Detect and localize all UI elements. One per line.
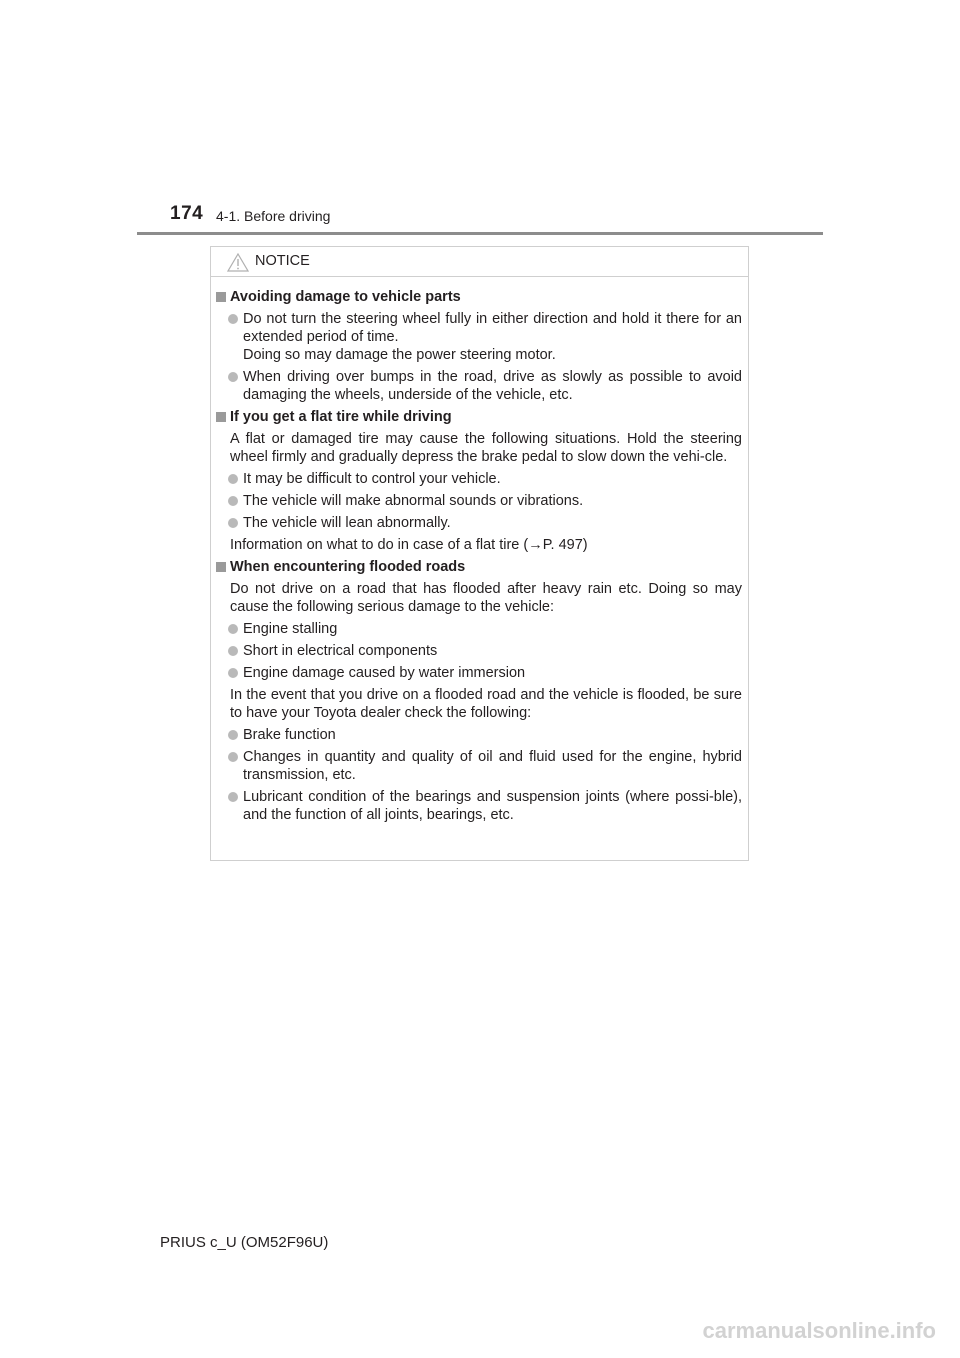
bullet-dot-icon — [228, 752, 238, 762]
warning-triangle-icon — [227, 253, 249, 272]
notice-header — [211, 247, 748, 277]
section-heading — [216, 288, 742, 306]
bullet-dot-icon — [228, 496, 238, 506]
heading-text: If you get a flat tire while driving — [230, 409, 452, 425]
bullet-dot-icon — [228, 792, 238, 802]
list-item-text: Engine stalling — [243, 621, 338, 637]
list-item-text: Engine damage caused by water immersion — [243, 665, 526, 681]
list-item — [216, 514, 742, 532]
paragraph: Information on what to do in case of a flat tire (→P. 497) — [230, 537, 588, 553]
section-heading — [216, 558, 742, 576]
list-item — [216, 726, 742, 744]
list-item — [216, 368, 742, 404]
list-item-text: Brake function — [243, 727, 336, 743]
list-item-text: Do not turn the steering wheel fully in either direction and hold it there for an extended period of time. — [243, 311, 742, 345]
list-item — [216, 310, 742, 364]
page-number: 174 — [170, 203, 204, 224]
list-item — [216, 620, 742, 638]
bullet-dot-icon — [228, 624, 238, 634]
list-item-text: The vehicle will make abnormal sounds or vibrations. — [243, 493, 584, 509]
square-bullet-icon — [216, 412, 226, 422]
paragraph: Do not drive on a road that has flooded after heavy rain etc. Doing so may cause the following serious damage to the vehicle: — [230, 581, 742, 615]
list-item — [216, 642, 742, 660]
paragraph: A flat or damaged tire may cause the following situations. Hold the steering wheel firmly and gradually depress the brake pedal to slow down the vehi-cle. — [230, 431, 742, 465]
heading-text: When encountering flooded roads — [230, 559, 466, 575]
list-item-text: Doing so may damage the power steering motor. — [243, 347, 556, 363]
heading-text: Avoiding damage to vehicle parts — [230, 289, 461, 305]
list-item-text: The vehicle will lean abnormally. — [243, 515, 451, 531]
notice-box — [210, 246, 749, 861]
list-item — [216, 788, 742, 824]
list-item — [216, 492, 742, 510]
list-item-text: Changes in quantity and quality of oil and fluid used for the engine, hybrid transmission, etc. — [243, 749, 742, 783]
section-title: 4-1. Before driving — [216, 208, 331, 224]
list-item-text: It may be difficult to control your vehicle. — [243, 471, 501, 487]
list-item-text: Lubricant condition of the bearings and suspension joints (where possi-ble), and the function of all joints, bearings, etc. — [243, 789, 742, 823]
square-bullet-icon — [216, 562, 226, 572]
bullet-dot-icon — [228, 730, 238, 740]
square-bullet-icon — [216, 292, 226, 302]
bullet-dot-icon — [228, 668, 238, 678]
bullet-dot-icon — [228, 314, 238, 324]
section-heading — [216, 408, 742, 426]
paragraph: In the event that you drive on a flooded road and the vehicle is flooded, be sure to have your Toyota dealer check the following: — [230, 687, 742, 721]
bullet-dot-icon — [228, 474, 238, 484]
list-item — [216, 470, 742, 488]
notice-body — [211, 277, 748, 824]
watermark: carmanualsonline.info — [702, 1318, 936, 1343]
notice-label: NOTICE — [255, 253, 310, 269]
list-item — [216, 664, 742, 682]
footer-model: PRIUS c_U (OM52F96U) — [160, 1234, 329, 1251]
list-item-text: Short in electrical components — [243, 643, 438, 659]
list-item — [216, 748, 742, 784]
header-divider — [137, 232, 823, 235]
bullet-dot-icon — [228, 646, 238, 656]
bullet-dot-icon — [228, 372, 238, 382]
bullet-dot-icon — [228, 518, 238, 528]
list-item-text: When driving over bumps in the road, drive as slowly as possible to avoid damaging the wheels, underside of the vehicle, etc. — [243, 369, 742, 403]
